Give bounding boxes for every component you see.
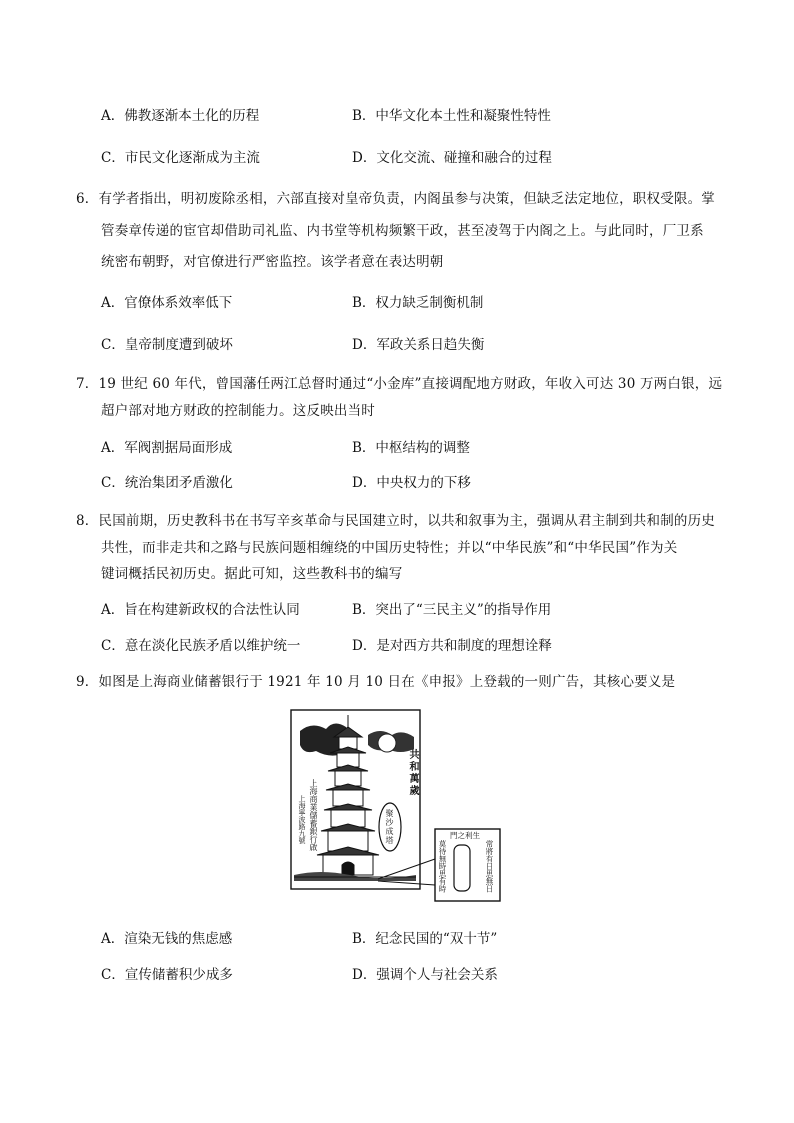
- q8-stem-line-3: 键词概括民初历史。据此可知，这些教科书的编写: [101, 566, 403, 582]
- q8-option-d: D．是对西方共和制度的理想诠释: [352, 638, 552, 654]
- q8-option-c: C．意在淡化民族矛盾以维护统一: [101, 638, 301, 654]
- q7-option-b: B．中枢结构的调整: [352, 440, 470, 456]
- tablet-column-right: 常將有日思無日: [485, 840, 494, 893]
- q8-stem-line-1: 8．民国前期，历史教科书在书写辛亥革命与民国建立时，以共和叙事为主，强调从君主制到共和制的历史: [76, 513, 715, 529]
- q6-stem-line-2: 管奏章传递的宦官却借助司礼监、内书堂等机构频繁干政，甚至凌驾于内阁之上。与此同时，厂卫系: [101, 223, 704, 239]
- q6-option-c: C．皇帝制度遭到破坏: [101, 337, 233, 353]
- q6-stem-line-1: 6．有学者指出，明初废除丞相，六部直接对皇帝负责，内阁虽参与决策，但缺乏法定地位，职权受限。掌: [76, 191, 715, 207]
- q6-option-d: D．军政关系日趋失衡: [352, 337, 485, 353]
- q6-stem-line-3: 统密布朝野，对官僚进行严密监控。该学者意在表达明朝: [101, 254, 444, 270]
- slogan-gonghe-wansui: 共和萬歲: [407, 749, 418, 797]
- q7-option-a: A．军阀割据局面形成: [101, 440, 233, 456]
- q7-option-c: C．统治集团矛盾激化: [101, 475, 233, 491]
- q8-stem-line-2: 共性，而非走共和之路与民族问题相缠绕的中国历史特性；并以“中华民族”和“中华民国”作为关: [101, 540, 678, 556]
- q6-option-a: A．官僚体系效率低下: [101, 295, 233, 311]
- slogan-jusha-chengta: 聚沙成塔: [385, 809, 394, 845]
- bank-address-vertical: 上海寧波路九號: [298, 795, 306, 844]
- q5-option-c: C．市民文化逐渐成为主流: [101, 150, 260, 166]
- q7-stem-line-1: 7．19 世纪 60 年代，曾国藩任两江总督时通过“小金库”直接调配地方财政，年收入可达 30 万两白银，远: [76, 376, 723, 392]
- q9-option-c: C．宣传储蓄积少成多: [101, 967, 233, 983]
- q6-option-b: B．权力缺乏制衡机制: [352, 295, 484, 311]
- q5-option-b: B．中华文化本土性和凝聚性特性: [352, 108, 551, 124]
- tablet-stone-icon: [454, 845, 470, 891]
- q9-option-b: B．纪念民国的“双十节”: [352, 931, 498, 947]
- q7-stem-line-2: 超户部对地方财政的控制能力。这反映出当时: [101, 403, 375, 419]
- q8-option-b: B．突出了“三民主义”的指导作用: [352, 602, 552, 618]
- q8-option-a: A．旨在构建新政权的合法性认同: [101, 602, 300, 618]
- tablet-column-left: 莫待無時思有時: [438, 840, 447, 893]
- q9-stem: 9．如图是上海商业储蓄银行于 1921 年 10 月 10 日在《申报》上登载的一则广告，其核心要义是: [76, 674, 676, 690]
- bank-name-vertical: 上海商業儲蓄銀行啟: [309, 779, 318, 851]
- advertisement-illustration: [290, 709, 502, 905]
- q5-option-d: D．文化交流、碰撞和融合的过程: [352, 150, 552, 166]
- q9-option-a: A．渲染无钱的焦虑感: [101, 931, 233, 947]
- q7-option-d: D．中央权力的下移: [352, 475, 471, 491]
- q5-option-a: A．佛教逐渐本土化的历程: [101, 108, 260, 124]
- tablet-header: 門之利生: [450, 831, 480, 840]
- bank-advertisement-figure: [290, 709, 502, 905]
- q9-option-d: D．强调个人与社会关系: [352, 967, 498, 983]
- moon-icon: [378, 734, 396, 752]
